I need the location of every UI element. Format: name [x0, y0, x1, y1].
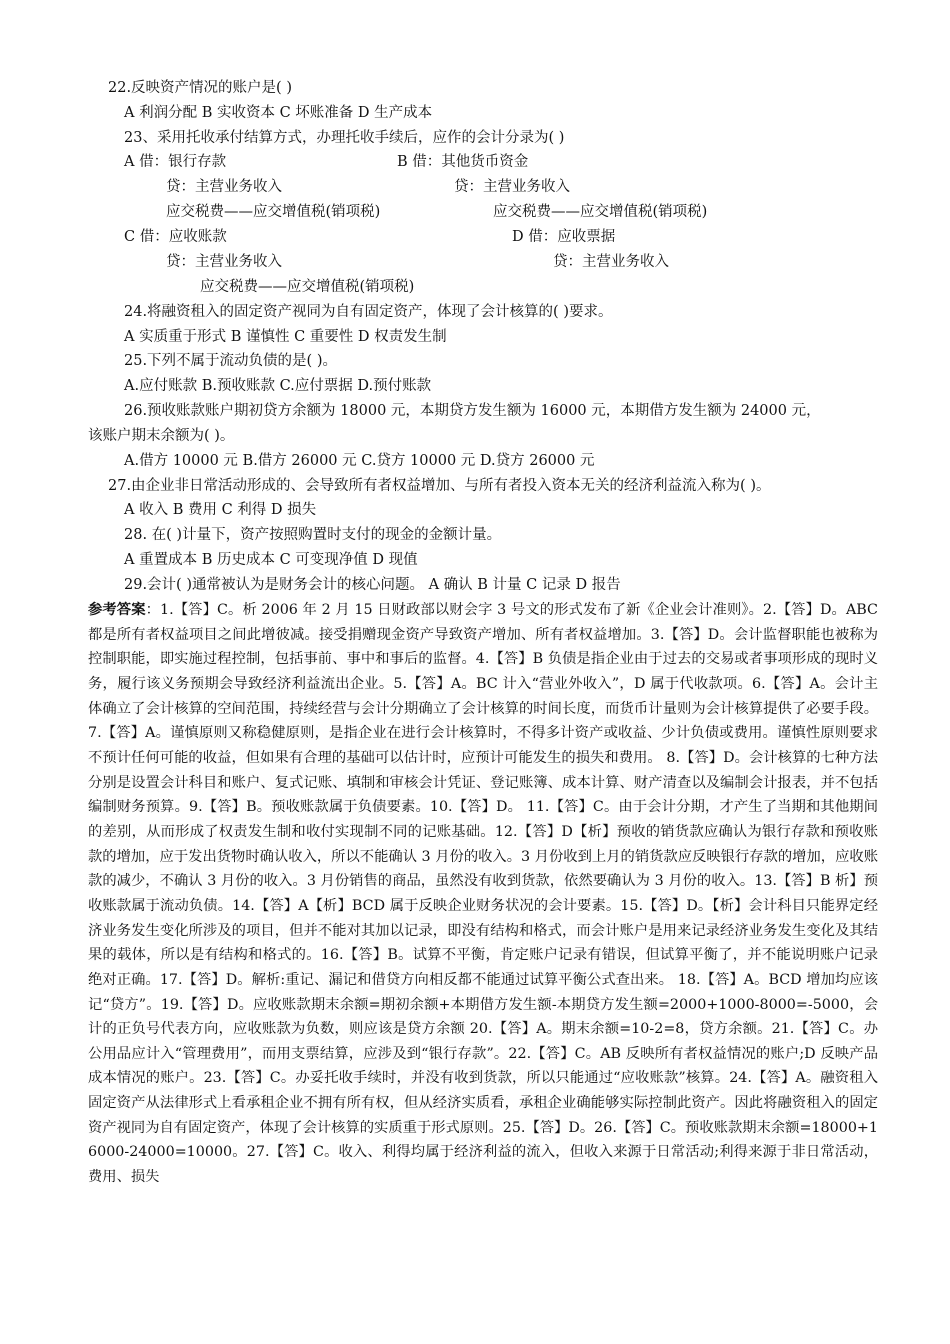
question-24-options: A 实质重于形式 B 谨慎性 C 重要性 D 权责发生制 [124, 329, 447, 345]
question-23-option-c-credit2: 应交税费——应交增值税(销项税) [200, 279, 415, 295]
question-22-stem: 22.反映资产情况的账户是( ) [108, 80, 292, 96]
answers-text: ：1.【答】C。析 2006 年 2 月 15 日财政部以财会字 3 号文的形式发布了新《企业会计准则》。2.【答】D。ABC 都是所有者权益项目之间此增彼减。接受捐赠现金资产导致资产增加、所有者权益增加。3.【答】D。会计监督职能也被称为控制职能，即实施过程控制，包括事前、事中和事后的监督。4.【答】B 负债是指企业由于过去的交易或者事项形成的现时义务，履行该义务预期会导致经济利益流出企业。5.【答】A。BC 计入“营业外收入”，D 属于代收款项。6.【答】A。会计主体确立了会计核算的空间范围，持续经营与会计分期确立了会计核算的时间长度，而货币计量则为会计核算提供了必要手段。 7.【答】A。谨慎原则又称稳健原则，是指企业在进行会计核算时，不得多计资产或收益、少计负债或费用。谨慎性原则要求不预计任何可能的收益，但如果有合理的基础可以估计时，应预计可能发生的损失和费用。 8.【答】D。会计核算的七种方法分别是设置会计科目和账户、复式记账、填制和审核会计凭证、登记账簿、成本计算、财产清查以及编制会计报表，并不包括编制财务预算。9.【答】B。预收账款属于负债要素。10.【答】D。 11.【答】C。由于会计分期，才产生了当期和其他期间的差别，从而形成了权责发生制和收付实现制不同的记账基础。12.【答】D【析】预收的销货款应确认为银行存款和预收账款的增加，应于发出货物时确认收入，所以不能确认 3 月份的收入。3 月份收到上月的销货款应反映银行存款的增加，应收账款的减少，不确认 3 月份的收入。3 月份销售的商品，虽然没有收到货款，依然要确认为 3 月份的收入。13.【答】B 析】预收账款属于流动负债。14.【答】A【析】BCD 属于反映企业财务状况的会计要素。15.【答】D。【析】会计科目只能界定经济业务发生变化所涉及的项目，但并不能对其加以记录，即没有结构和格式，而会计账户是用来记录经济业务发生变化及其结果的载体，所以是有结构和格式的。16.【答】B。试算不平衡，肯定账户记录有错误，但试算平衡了，并不能说明账户记录绝对正确。17.【答】D。解析:重记、漏记和借贷方向相反都不能通过试算平衡公式查出来。 18.【答】A。BCD 增加均应该记“贷方”。19.【答】D。应收账款期末余额=期初余额+本期借方发生额-本期贷方发生额=2000+1000-8000=-5000，会计的正负号代表方向，应收账款为负数，则应该是贷方余额 20.【答】A。期末余额=10-2=8，贷方余额。21.【答】C。办公用品应计入“管理费用”，而用支票结算，应涉及到“银行存款”。22.【答】C。AB 反映所有者权益情况的账户;D 反映产品成本情况的账户。23.【答】C。办妥托收手续时，并没有收到货款，所以只能通过“应收账款”核算。24.【答】A。融资租入固定资产从法律形式上看承租企业不拥有所有权，但从经济实质看，承租企业确能够实际控制此资产。因此将融资租入的固定资产视同为自有固定资产，体现了会计核算的实质重于形式原则。25.【答】D。26.【答】C。预收账款期末余额=18000+16000-24000=10000。27.【答】C。收入、利得均属于经济利益的流入，但收入来源于日常活动;利得来源于非日常活动，费用、损失 [88, 602, 878, 1186]
question-26-stem-line1: 26.预收账款账户期初贷方余额为 18000 元，本期贷方发生额为 16000 元，本期借方发生额为 24000 元， [124, 403, 821, 419]
question-23-option-d-credit1: 贷：主营业务收入 [553, 254, 669, 270]
question-23-option-b-credit1: 贷：主营业务收入 [454, 179, 570, 195]
question-24-stem: 24.将融资租入的固定资产视同为自有固定资产，体现了会计核算的( )要求。 [124, 304, 613, 320]
question-28-options: A 重置成本 B 历史成本 C 可变现净值 D 现值 [124, 552, 418, 568]
question-27-options: A 收入 B 费用 C 利得 D 损失 [124, 502, 317, 518]
question-23-option-d-debit: D 借：应收票据 [512, 229, 616, 245]
question-23-option-a-credit1: 贷：主营业务收入 [166, 179, 282, 195]
question-25-stem: 25.下列不属于流动负债的是( )。 [124, 353, 337, 369]
question-23-option-b-debit: B 借：其他货币资金 [397, 154, 529, 170]
question-23-option-c-credit1: 贷：主营业务收入 [166, 254, 282, 270]
question-23-stem: 23、采用托收承付结算方式，办理托收手续后，应作的会计分录为( ) [124, 130, 565, 146]
question-29-stem: 29.会计( )通常被认为是财务会计的核心问题。 A 确认 B 计量 C 记录 D 报告 [124, 577, 621, 593]
question-26-options: A.借方 10000 元 B.借方 26000 元 C.贷方 10000 元 D.贷方 26000 元 [124, 453, 595, 469]
answers-label: 参考答案 [88, 602, 146, 618]
question-22-options: A 利润分配 B 实收资本 C 坏账准备 D 生产成本 [124, 105, 433, 121]
question-23-option-b-credit2: 应交税费——应交增值税(销项税) [493, 204, 708, 220]
question-23-option-a-credit2: 应交税费——应交增值税(销项税) [166, 204, 381, 220]
question-23-option-c-debit: C 借：应收账款 [124, 229, 227, 245]
question-23-option-a-debit: A 借：银行存款 [124, 154, 227, 170]
question-27-stem: 27.由企业非日常活动形成的、会导致所有者权益增加、与所有者投入资本无关的经济利益流入称为( )。 [108, 478, 771, 494]
question-26-stem-line2: 该账户期末余额为( )。 [88, 428, 235, 444]
question-28-stem: 28. 在( )计量下，资产按照购置时支付的现金的金额计量。 [124, 527, 502, 543]
question-25-options: A.应付账款 B.预收账款 C.应付票据 D.预付账款 [124, 378, 432, 394]
reference-answers [88, 598, 878, 1190]
